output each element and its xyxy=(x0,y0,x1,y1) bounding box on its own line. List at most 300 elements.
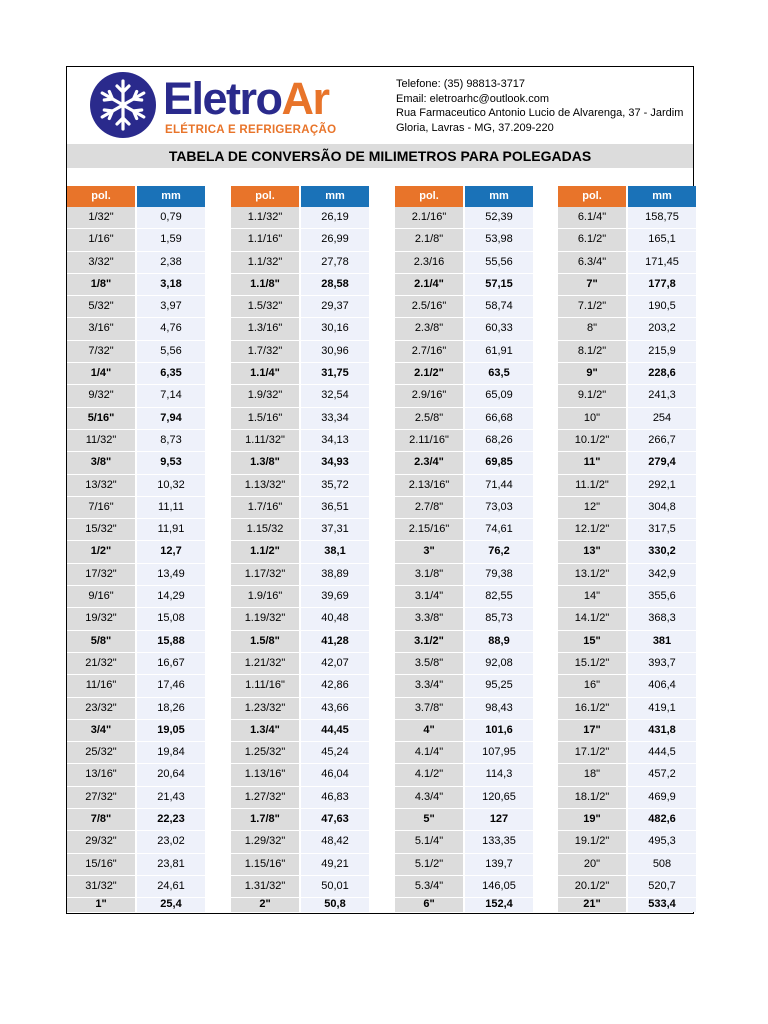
cell-pol: 7/32" xyxy=(67,341,135,363)
table-row xyxy=(67,229,205,251)
cell-pol: 1.29/32" xyxy=(231,831,299,853)
table-row xyxy=(558,252,696,274)
cell-pol: 5/16" xyxy=(67,408,135,430)
cell-mm: 50,01 xyxy=(301,876,369,898)
cell-mm: 37,31 xyxy=(301,519,369,541)
cell-pol: 1.3/16" xyxy=(231,318,299,340)
table-row xyxy=(67,430,205,452)
table-row xyxy=(231,318,369,340)
cell-pol: 2.3/4" xyxy=(395,452,463,474)
table-row xyxy=(395,252,533,274)
table-row xyxy=(67,698,205,720)
column-header-row xyxy=(558,186,696,207)
cell-mm: 21,43 xyxy=(137,787,205,809)
cell-pol: 6.3/4" xyxy=(558,252,626,274)
cell-pol: 2.1/8" xyxy=(395,229,463,251)
cell-mm: 20,64 xyxy=(137,764,205,786)
cell-pol: 7" xyxy=(558,274,626,296)
header-mm: mm xyxy=(628,186,696,207)
cell-mm: 69,85 xyxy=(465,452,533,474)
cell-mm: 381 xyxy=(628,631,696,653)
cell-mm: 266,7 xyxy=(628,430,696,452)
column-header-row xyxy=(395,186,533,207)
table-title: TABELA DE CONVERSÃO DE MILIMETROS PARA POLEGADAS xyxy=(67,144,693,168)
table-row xyxy=(231,631,369,653)
cell-pol: 2.11/16" xyxy=(395,430,463,452)
table-row xyxy=(231,675,369,697)
cell-pol: 1.5/8" xyxy=(231,631,299,653)
table-row xyxy=(67,876,205,898)
cell-mm: 11,91 xyxy=(137,519,205,541)
cell-mm: 63,5 xyxy=(465,363,533,385)
cell-pol: 2.5/8" xyxy=(395,408,463,430)
table-row xyxy=(395,519,533,541)
table-row xyxy=(67,787,205,809)
table-row xyxy=(558,519,696,541)
cell-mm: 520,7 xyxy=(628,876,696,898)
cell-mm: 158,75 xyxy=(628,207,696,229)
cell-mm: 146,05 xyxy=(465,876,533,898)
cell-pol: 9/32" xyxy=(67,385,135,407)
cell-pol: 19.1/2" xyxy=(558,831,626,853)
cell-pol: 1.13/16" xyxy=(231,764,299,786)
cell-pol: 1/8" xyxy=(67,274,135,296)
table-row xyxy=(67,519,205,541)
cell-mm: 33,34 xyxy=(301,408,369,430)
cell-mm: 34,13 xyxy=(301,430,369,452)
conversion-column-2 xyxy=(231,186,369,912)
cell-mm: 11,11 xyxy=(137,497,205,519)
table-row xyxy=(558,809,696,831)
table-row xyxy=(231,475,369,497)
cell-mm: 19,05 xyxy=(137,720,205,742)
cell-pol: 20.1/2" xyxy=(558,876,626,898)
cell-mm: 73,03 xyxy=(465,497,533,519)
cell-pol: 2.3/8" xyxy=(395,318,463,340)
cell-mm: 292,1 xyxy=(628,475,696,497)
cell-mm: 39,69 xyxy=(301,586,369,608)
table-row xyxy=(558,430,696,452)
cell-pol: 1.3/8" xyxy=(231,452,299,474)
cell-mm: 0,79 xyxy=(137,207,205,229)
cell-pol: 15" xyxy=(558,631,626,653)
cell-pol: 1.17/32" xyxy=(231,564,299,586)
table-row xyxy=(558,742,696,764)
cell-pol: 8" xyxy=(558,318,626,340)
cell-mm: 29,37 xyxy=(301,296,369,318)
table-row xyxy=(231,720,369,742)
table-row xyxy=(67,252,205,274)
table-row xyxy=(67,207,205,229)
cell-mm: 3,97 xyxy=(137,296,205,318)
table-row xyxy=(67,898,205,912)
cell-pol: 4" xyxy=(395,720,463,742)
table-row xyxy=(558,363,696,385)
cell-pol: 2.15/16" xyxy=(395,519,463,541)
cell-mm: 76,2 xyxy=(465,541,533,563)
cell-pol: 11/16" xyxy=(67,675,135,697)
table-row xyxy=(395,497,533,519)
table-row xyxy=(558,318,696,340)
cell-pol: 1.1/4" xyxy=(231,363,299,385)
table-row xyxy=(231,341,369,363)
table-row xyxy=(395,876,533,898)
table-row xyxy=(231,452,369,474)
table-row xyxy=(231,207,369,229)
cell-mm: 42,07 xyxy=(301,653,369,675)
cell-pol: 1.1/16" xyxy=(231,229,299,251)
cell-mm: 46,04 xyxy=(301,764,369,786)
cell-pol: 3/16" xyxy=(67,318,135,340)
table-row xyxy=(558,720,696,742)
table-row xyxy=(231,608,369,630)
header-pol: pol. xyxy=(67,186,135,207)
table-row xyxy=(395,586,533,608)
logo-tagline: ELÉTRICA E REFRIGERAÇÃO xyxy=(165,124,337,136)
column-header-row xyxy=(231,186,369,207)
cell-mm: 23,02 xyxy=(137,831,205,853)
cell-mm: 24,61 xyxy=(137,876,205,898)
cell-pol: 20" xyxy=(558,854,626,876)
table-row xyxy=(67,854,205,876)
cell-mm: 30,96 xyxy=(301,341,369,363)
table-row xyxy=(558,385,696,407)
table-row xyxy=(231,229,369,251)
table-row xyxy=(558,831,696,853)
cell-pol: 5.3/4" xyxy=(395,876,463,898)
cell-mm: 18,26 xyxy=(137,698,205,720)
table-row xyxy=(395,809,533,831)
table-row xyxy=(558,764,696,786)
table-row xyxy=(395,274,533,296)
cell-mm: 114,3 xyxy=(465,764,533,786)
cell-pol: 1/16" xyxy=(67,229,135,251)
cell-mm: 304,8 xyxy=(628,497,696,519)
cell-mm: 10,32 xyxy=(137,475,205,497)
table-row xyxy=(67,541,205,563)
table-row xyxy=(67,296,205,318)
cell-mm: 171,45 xyxy=(628,252,696,274)
cell-pol: 1.15/16" xyxy=(231,854,299,876)
cell-mm: 7,94 xyxy=(137,408,205,430)
cell-pol: 1.3/4" xyxy=(231,720,299,742)
cell-pol: 3" xyxy=(395,541,463,563)
header-mm: mm xyxy=(137,186,205,207)
table-row xyxy=(395,430,533,452)
cell-pol: 25/32" xyxy=(67,742,135,764)
cell-pol: 2.7/8" xyxy=(395,497,463,519)
cell-pol: 1.5/16" xyxy=(231,408,299,430)
table-row xyxy=(67,675,205,697)
table-row xyxy=(395,541,533,563)
cell-mm: 45,24 xyxy=(301,742,369,764)
cell-pol: 14.1/2" xyxy=(558,608,626,630)
table-row xyxy=(558,408,696,430)
cell-pol: 1.15/32 xyxy=(231,519,299,541)
cell-pol: 5.1/4" xyxy=(395,831,463,853)
cell-mm: 241,3 xyxy=(628,385,696,407)
cell-pol: 5" xyxy=(395,809,463,831)
cell-pol: 19" xyxy=(558,809,626,831)
table-row xyxy=(558,541,696,563)
cell-pol: 6" xyxy=(395,898,463,912)
cell-pol: 15/32" xyxy=(67,519,135,541)
cell-pol: 29/32" xyxy=(67,831,135,853)
cell-mm: 215,9 xyxy=(628,341,696,363)
table-row xyxy=(558,898,696,912)
cell-mm: 406,4 xyxy=(628,675,696,697)
header-pol: pol. xyxy=(395,186,463,207)
cell-mm: 101,6 xyxy=(465,720,533,742)
contact-phone: Telefone: (35) 98813-3717 xyxy=(396,78,526,90)
cell-mm: 120,65 xyxy=(465,787,533,809)
cell-mm: 74,61 xyxy=(465,519,533,541)
conversion-column-1 xyxy=(67,186,205,912)
cell-pol: 16" xyxy=(558,675,626,697)
contact-address-line2: Gloria, Lavras - MG, 37.209-220 xyxy=(396,121,554,134)
cell-mm: 38,89 xyxy=(301,564,369,586)
cell-pol: 3.1/4" xyxy=(395,586,463,608)
cell-pol: 10.1/2" xyxy=(558,430,626,452)
cell-pol: 3.3/4" xyxy=(395,675,463,697)
table-row xyxy=(558,341,696,363)
cell-pol: 18.1/2" xyxy=(558,787,626,809)
table-row xyxy=(231,809,369,831)
cell-mm: 31,75 xyxy=(301,363,369,385)
cell-pol: 21" xyxy=(558,898,626,912)
cell-mm: 48,42 xyxy=(301,831,369,853)
cell-mm: 7,14 xyxy=(137,385,205,407)
cell-mm: 95,25 xyxy=(465,675,533,697)
cell-pol: 5/32" xyxy=(67,296,135,318)
table-row xyxy=(558,675,696,697)
table-row xyxy=(67,631,205,653)
cell-pol: 15/16" xyxy=(67,854,135,876)
table-row xyxy=(67,742,205,764)
cell-pol: 1.23/32" xyxy=(231,698,299,720)
table-row xyxy=(231,541,369,563)
table-row xyxy=(395,787,533,809)
cell-pol: 3/8" xyxy=(67,452,135,474)
cell-mm: 317,5 xyxy=(628,519,696,541)
table-row xyxy=(67,274,205,296)
header-mm: mm xyxy=(301,186,369,207)
cell-mm: 50,8 xyxy=(301,898,369,912)
cell-pol: 7/8" xyxy=(67,809,135,831)
cell-pol: 18" xyxy=(558,764,626,786)
cell-mm: 165,1 xyxy=(628,229,696,251)
cell-mm: 26,19 xyxy=(301,207,369,229)
cell-mm: 68,26 xyxy=(465,430,533,452)
table-row xyxy=(395,608,533,630)
cell-mm: 177,8 xyxy=(628,274,696,296)
cell-pol: 13" xyxy=(558,541,626,563)
cell-mm: 65,09 xyxy=(465,385,533,407)
eletroar-logo xyxy=(89,71,389,139)
cell-pol: 27/32" xyxy=(67,787,135,809)
table-row xyxy=(231,742,369,764)
cell-mm: 495,3 xyxy=(628,831,696,853)
table-row xyxy=(231,653,369,675)
cell-pol: 2.9/16" xyxy=(395,385,463,407)
contact-address-line1: Rua Farmaceutico Antonio Lucio de Alvarenga, 37 - Jardim xyxy=(396,107,684,119)
cell-pol: 2.1/16" xyxy=(395,207,463,229)
table-row xyxy=(395,854,533,876)
cell-pol: 15.1/2" xyxy=(558,653,626,675)
cell-pol: 1.1/32" xyxy=(231,252,299,274)
cell-mm: 152,4 xyxy=(465,898,533,912)
table-row xyxy=(395,452,533,474)
header-pol: pol. xyxy=(558,186,626,207)
cell-pol: 2.13/16" xyxy=(395,475,463,497)
table-row xyxy=(231,252,369,274)
cell-mm: 34,93 xyxy=(301,452,369,474)
table-row xyxy=(395,363,533,385)
cell-pol: 1" xyxy=(67,898,135,912)
cell-mm: 127 xyxy=(465,809,533,831)
cell-pol: 1.27/32" xyxy=(231,787,299,809)
contact-info xyxy=(396,77,696,135)
cell-mm: 228,6 xyxy=(628,363,696,385)
table-row xyxy=(395,341,533,363)
table-row xyxy=(395,898,533,912)
cell-mm: 393,7 xyxy=(628,653,696,675)
table-row xyxy=(231,854,369,876)
table-row xyxy=(67,318,205,340)
cell-mm: 15,08 xyxy=(137,608,205,630)
table-row xyxy=(558,653,696,675)
table-row xyxy=(395,764,533,786)
cell-mm: 107,95 xyxy=(465,742,533,764)
cell-pol: 1.11/16" xyxy=(231,675,299,697)
cell-pol: 3.1/2" xyxy=(395,631,463,653)
cell-mm: 23,81 xyxy=(137,854,205,876)
table-row xyxy=(558,452,696,474)
cell-pol: 1.9/32" xyxy=(231,385,299,407)
cell-pol: 3.3/8" xyxy=(395,608,463,630)
cell-mm: 5,56 xyxy=(137,341,205,363)
cell-pol: 1.21/32" xyxy=(231,653,299,675)
cell-pol: 1/32" xyxy=(67,207,135,229)
table-row xyxy=(231,698,369,720)
cell-mm: 44,45 xyxy=(301,720,369,742)
cell-mm: 40,48 xyxy=(301,608,369,630)
cell-mm: 133,35 xyxy=(465,831,533,853)
cell-mm: 14,29 xyxy=(137,586,205,608)
cell-pol: 4.3/4" xyxy=(395,787,463,809)
cell-pol: 12" xyxy=(558,497,626,519)
cell-mm: 47,63 xyxy=(301,809,369,831)
cell-mm: 431,8 xyxy=(628,720,696,742)
table-row xyxy=(231,764,369,786)
cell-pol: 13/16" xyxy=(67,764,135,786)
cell-mm: 9,53 xyxy=(137,452,205,474)
cell-mm: 482,6 xyxy=(628,809,696,831)
cell-pol: 10" xyxy=(558,408,626,430)
table-row xyxy=(395,720,533,742)
cell-pol: 1.9/16" xyxy=(231,586,299,608)
table-row xyxy=(231,385,369,407)
table-row xyxy=(67,608,205,630)
cell-mm: 533,4 xyxy=(628,898,696,912)
cell-mm: 22,23 xyxy=(137,809,205,831)
cell-pol: 6.1/2" xyxy=(558,229,626,251)
table-row xyxy=(558,207,696,229)
table-row xyxy=(395,698,533,720)
column-header-row xyxy=(67,186,205,207)
table-row xyxy=(395,229,533,251)
cell-pol: 2.3/16 xyxy=(395,252,463,274)
cell-mm: 85,73 xyxy=(465,608,533,630)
cell-mm: 42,86 xyxy=(301,675,369,697)
table-row xyxy=(558,475,696,497)
cell-pol: 1.25/32" xyxy=(231,742,299,764)
cell-pol: 9/16" xyxy=(67,586,135,608)
cell-pol: 2.1/2" xyxy=(395,363,463,385)
conversion-column-3 xyxy=(395,186,533,912)
cell-mm: 457,2 xyxy=(628,764,696,786)
cell-pol: 13/32" xyxy=(67,475,135,497)
table-row xyxy=(67,341,205,363)
cell-pol: 1.19/32" xyxy=(231,608,299,630)
table-row xyxy=(67,408,205,430)
table-row xyxy=(231,564,369,586)
table-row xyxy=(558,497,696,519)
cell-pol: 3/4" xyxy=(67,720,135,742)
document-frame xyxy=(66,66,694,914)
cell-mm: 55,56 xyxy=(465,252,533,274)
cell-mm: 368,3 xyxy=(628,608,696,630)
cell-mm: 92,08 xyxy=(465,653,533,675)
cell-mm: 1,59 xyxy=(137,229,205,251)
cell-pol: 16.1/2" xyxy=(558,698,626,720)
table-row xyxy=(395,408,533,430)
table-row xyxy=(558,787,696,809)
table-row xyxy=(231,430,369,452)
cell-pol: 9" xyxy=(558,363,626,385)
table-row xyxy=(395,475,533,497)
cell-mm: 57,15 xyxy=(465,274,533,296)
table-row xyxy=(558,631,696,653)
cell-pol: 11.1/2" xyxy=(558,475,626,497)
cell-pol: 9.1/2" xyxy=(558,385,626,407)
cell-mm: 419,1 xyxy=(628,698,696,720)
cell-pol: 17.1/2" xyxy=(558,742,626,764)
cell-pol: 4.1/2" xyxy=(395,764,463,786)
cell-mm: 61,91 xyxy=(465,341,533,363)
cell-mm: 342,9 xyxy=(628,564,696,586)
cell-pol: 7.1/2" xyxy=(558,296,626,318)
cell-mm: 355,6 xyxy=(628,586,696,608)
header-pol: pol. xyxy=(231,186,299,207)
cell-mm: 25,4 xyxy=(137,898,205,912)
cell-mm: 27,78 xyxy=(301,252,369,274)
cell-mm: 43,66 xyxy=(301,698,369,720)
cell-mm: 66,68 xyxy=(465,408,533,430)
cell-pol: 17" xyxy=(558,720,626,742)
table-row xyxy=(231,586,369,608)
cell-mm: 17,46 xyxy=(137,675,205,697)
cell-mm: 53,98 xyxy=(465,229,533,251)
cell-pol: 1.11/32" xyxy=(231,430,299,452)
cell-pol: 21/32" xyxy=(67,653,135,675)
table-row xyxy=(231,898,369,912)
table-row xyxy=(231,363,369,385)
cell-mm: 469,9 xyxy=(628,787,696,809)
table-row xyxy=(231,296,369,318)
cell-mm: 82,55 xyxy=(465,586,533,608)
contact-email: Email: eletroarhc@outlook.com xyxy=(396,92,550,105)
